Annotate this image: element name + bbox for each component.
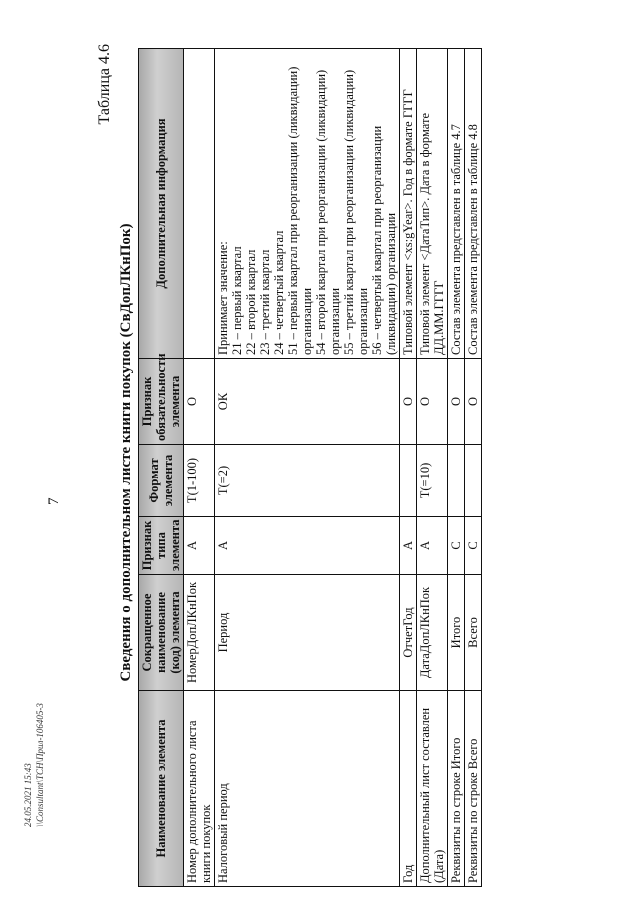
cell-type: С bbox=[448, 517, 465, 575]
list-item: 21 – первый квартал bbox=[230, 246, 244, 355]
cell-name: Год bbox=[400, 691, 417, 887]
table-caption: Сведения о дополнительном листе книги покупок (СвДопЛКнПок) bbox=[118, 223, 134, 682]
cell-code: НомерДопЛКнПок bbox=[184, 575, 215, 691]
cell-type: С bbox=[465, 517, 482, 575]
list-item: 51 – первый квартал при реорганизации (ликвидации) организации bbox=[286, 66, 314, 355]
cell-code: Всего bbox=[465, 575, 482, 691]
cell-required: О bbox=[448, 359, 465, 445]
cell-info bbox=[184, 49, 215, 359]
cell-code: Период bbox=[215, 575, 400, 691]
cell-format: T(1-100) bbox=[184, 445, 215, 517]
cell-name: Реквизиты по строке Всего bbox=[465, 691, 482, 887]
cell-info: Типовой элемент <ДатаТип>. Дата в формате ДД.ММ.ГГГГ bbox=[417, 49, 448, 359]
footer-path: \\Consultant\TCH\Прил-106405-3 bbox=[35, 703, 45, 827]
footer-stamp bbox=[22, 703, 46, 827]
header-format: Формат элемента bbox=[139, 445, 184, 517]
cell-format: T(=10) bbox=[417, 445, 448, 517]
cell-info: Типовой элемент <xs:gYear>. Год в формате ГГГГ bbox=[400, 49, 417, 359]
cell-required: ОК bbox=[215, 359, 400, 445]
elements-table bbox=[138, 48, 482, 887]
list-item: 24 – четвертый квартал bbox=[272, 230, 286, 355]
table-row bbox=[417, 49, 448, 887]
page-number: 7 bbox=[46, 497, 62, 505]
list-item: 23 – третий квартал bbox=[258, 249, 272, 355]
header-name: Наименование элемента bbox=[139, 691, 184, 887]
cell-format bbox=[448, 445, 465, 517]
cell-code: Итого bbox=[448, 575, 465, 691]
table-label: Таблица 4.6 bbox=[96, 44, 113, 125]
cell-name: Номер дополнительного листа книги покупок bbox=[184, 691, 215, 887]
cell-type: А bbox=[215, 517, 400, 575]
header-type: Признак типа элемента bbox=[139, 517, 184, 575]
list-item: 55 – третий квартал при реорганизации (ликвидации) организации bbox=[342, 69, 370, 355]
cell-type: А bbox=[417, 517, 448, 575]
cell-format bbox=[465, 445, 482, 517]
cell-required: О bbox=[417, 359, 448, 445]
table-row bbox=[184, 49, 215, 887]
cell-format: T(=2) bbox=[215, 445, 400, 517]
table-header-row bbox=[139, 49, 184, 887]
cell-name: Реквизиты по строке Итого bbox=[448, 691, 465, 887]
header-required: Признак обязательности элемента bbox=[139, 359, 184, 445]
header-code: Сокращенное наименование (код) элемента bbox=[139, 575, 184, 691]
list-item: 56 – четвертый квартал при реорганизации (ликвидации) организации bbox=[370, 125, 398, 355]
cell-required: О bbox=[465, 359, 482, 445]
cell-type: А bbox=[184, 517, 215, 575]
cell-required: О bbox=[400, 359, 417, 445]
cell-info: Состав элемента представлен в таблице 4.8 bbox=[465, 49, 482, 359]
cell-code: ОтчетГод bbox=[400, 575, 417, 691]
cell-info: Состав элемента представлен в таблице 4.7 bbox=[448, 49, 465, 359]
period-intro: Принимает значение: bbox=[216, 241, 230, 355]
table-row bbox=[448, 49, 465, 887]
cell-required: О bbox=[184, 359, 215, 445]
cell-name: Налоговый период bbox=[215, 691, 400, 887]
header-info: Дополнительная информация bbox=[139, 49, 184, 359]
list-item: 54 – второй квартал при реорганизации (ликвидации) организации bbox=[314, 69, 342, 355]
list-item: 22 – второй квартал bbox=[244, 249, 258, 355]
footer-date: 24.05.2021 15:43 bbox=[23, 763, 33, 827]
table-row bbox=[400, 49, 417, 887]
cell-name: Дополнительный лист составлен (Дата) bbox=[417, 691, 448, 887]
table-row bbox=[465, 49, 482, 887]
cell-type: А bbox=[400, 517, 417, 575]
cell-format bbox=[400, 445, 417, 517]
cell-code: ДатаДопЛКнПок bbox=[417, 575, 448, 691]
table-row bbox=[215, 49, 400, 887]
cell-info bbox=[215, 49, 400, 359]
period-values-list bbox=[230, 52, 398, 355]
